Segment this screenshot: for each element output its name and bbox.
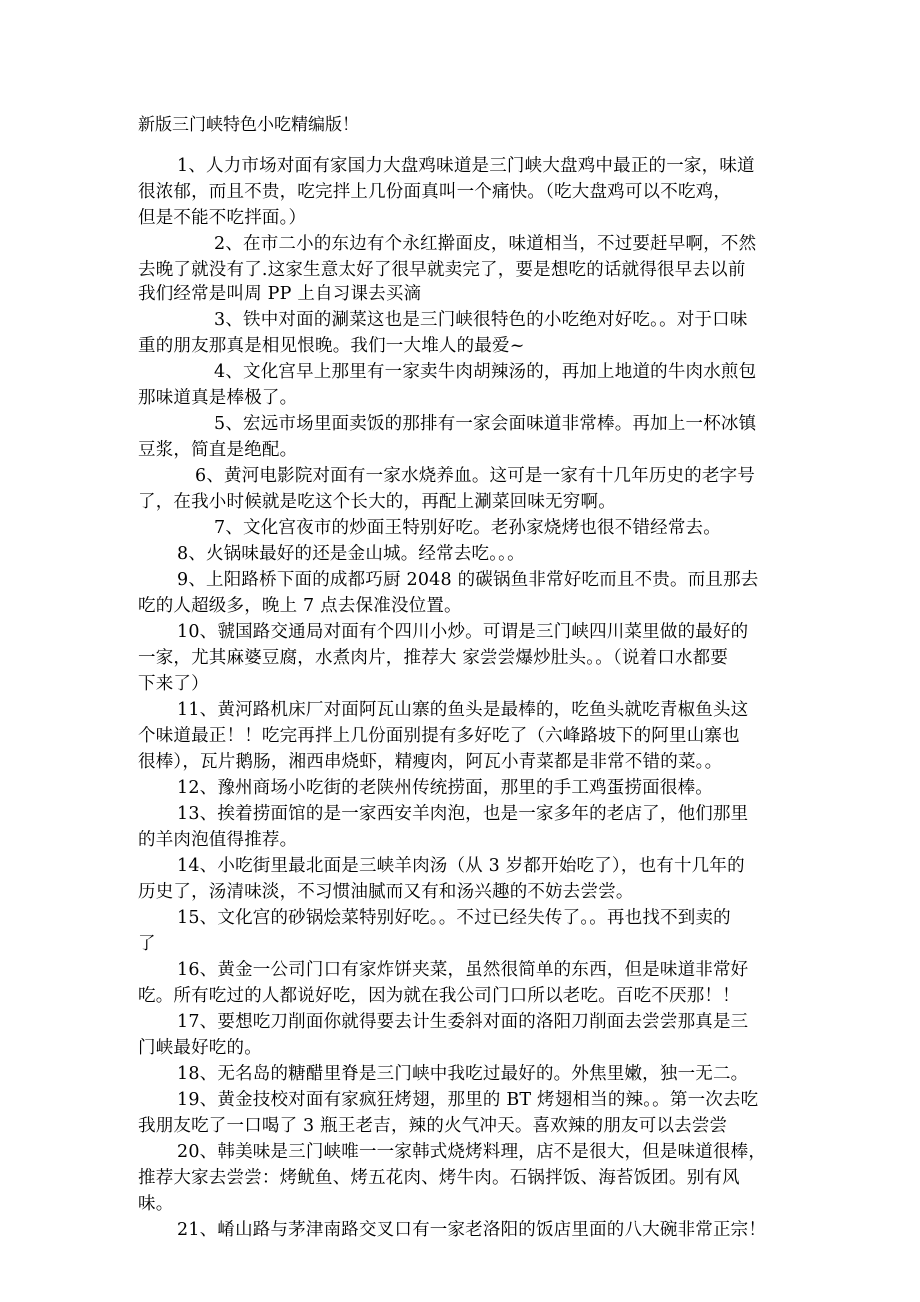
text-line: 12、豫州商场小吃街的老陕州传统捞面，那里的手工鸡蛋捞面很棒。 (177, 778, 713, 798)
text-line: 的羊肉泡值得推荐。 (138, 830, 298, 850)
text-line: 15、文化宫的砂锅烩菜特别好吃。。不过已经失传了。。再也找不到卖的 (177, 908, 731, 928)
text-line: 很棒），瓦片鹅肠，湘西串烧虾，精瘦肉，阿瓦小青菜都是非常不错的菜。。 (138, 752, 723, 772)
text-line: 11、黄河路机床厂对面阿瓦山寨的鱼头是最棒的，吃鱼头就吃青椒鱼头这 (177, 700, 749, 720)
text-line: 吃的人超级多，晚上 7 点去保准没位置。 (138, 596, 462, 616)
text-line: 7、文化宫夜市的炒面王特别好吃。老孙家烧烤也很不错经常去。 (214, 518, 721, 538)
text-line: 吃。所有吃过的人都说好吃，因为就在我公司门口所以老吃。百吃不厌那！！ (138, 986, 740, 1006)
text-line: 推荐大家去尝尝：烤鱿鱼、烤五花肉、烤牛肉。石锅拌饭、海苔饭团。别有风 (138, 1168, 740, 1188)
text-line: 20、韩美味是三门峡唯一一家韩式烧烤料理，店不是很大，但是味道很棒， (177, 1142, 767, 1162)
text-line: 9、上阳路桥下面的成都巧厨 2048 的碳锅鱼非常好吃而且不贵。而且那去 (177, 570, 759, 590)
text-line: 去晚了就没有了.这家生意太好了很早就卖完了，要是想吃的话就得很早去以前 (138, 260, 746, 280)
text-line: 豆浆，简直是绝配。 (138, 440, 298, 460)
text-line: 18、无名岛的糖醋里脊是三门峡中我吃过最好的。外焦里嫩，独一无二。 (177, 1064, 749, 1084)
text-line: 历史了，汤清味淡，不习惯油腻而又有和汤兴趣的不妨去尝尝。 (138, 882, 634, 902)
text-line: 很浓郁，而且不贵，吃完拌上几份面真叫一个痛快。（吃大盘鸡可以不吃鸡， (138, 182, 732, 202)
text-line: 我们经常是叫周 PP 上自习课去买滴 (138, 284, 422, 304)
text-line: 了 (138, 934, 156, 954)
text-line: 4、文化宫早上那里有一家卖牛肉胡辣汤的，再加上地道的牛肉水煎包 (214, 362, 757, 382)
text-line: 6、黄河电影院对面有一家水烧养血。这可是一家有十几年历史的老字号 (195, 466, 756, 486)
text-line: 味。 (138, 1194, 174, 1214)
text-line: 个味道最正！！吃完再拌上几份面别提有多好吃了（六峰路坡下的阿里山寨也 (138, 726, 740, 746)
text-line: 门峡最好吃的。 (138, 1038, 262, 1058)
text-line: 19、黄金技校对面有家疯狂烤翅，那里的 BT 烤翅相当的辣。。第一次去吃 (177, 1090, 759, 1110)
text-line: 14、小吃街里最北面是三峡羊肉汤（从 3 岁都开始吃了），也有十几年的 (177, 856, 745, 876)
text-line: 2、在市二小的东边有个永红擀面皮，味道相当，不过要赶早啊，不然 (214, 234, 757, 254)
text-line: 13、挨着捞面馆的是一家西安羊肉泡，也是一家多年的老店了，他们那里 (177, 804, 749, 824)
text-line: 我朋友吃了一口喝了 3 瓶王老吉，辣的火气冲天。喜欢辣的朋友可以去尝尝 (138, 1116, 728, 1136)
text-line: 重的朋友那真是相见恨晚。我们一大堆人的最爱~ (138, 336, 525, 356)
text-line: 17、要想吃刀削面你就得要去计生委斜对面的洛阳刀削面去尝尝那真是三 (177, 1012, 749, 1032)
text-line: 16、黄金一公司门口有家炸饼夹菜，虽然很简单的东西，但是味道非常好 (177, 960, 749, 980)
text-line: 下来了） (138, 674, 209, 694)
text-line: 8、火锅味最好的还是金山城。经常去吃。。。 (177, 544, 525, 564)
text-line: 了，在我小时候就是吃这个长大的，再配上涮菜回味无穷啊。 (138, 492, 616, 512)
text-line: 5、宏远市场里面卖饭的那排有一家会面味道非常棒。再加上一杯冰镇 (214, 414, 757, 434)
document-title: 新版三门峡特色小吃精编版！ (138, 115, 359, 135)
text-line: 10、虢国路交通局对面有个四川小炒。可谓是三门峡四川菜里做的最好的 (177, 622, 749, 642)
text-line: 21、崤山路与茅津南路交叉口有一家老洛阳的饭店里面的八大碗非常正宗！ (177, 1220, 767, 1240)
text-line: 但是不能不吃拌面。） (138, 208, 307, 228)
text-line: 1、人力市场对面有家国力大盘鸡味道是三门峡大盘鸡中最正的一家，味道 (177, 156, 755, 176)
text-line: 一家，尤其麻婆豆腐，水煮肉片，推荐大 家尝尝爆炒肚头。。（说着口水都要 (138, 648, 729, 668)
text-line: 那味道真是棒极了。 (138, 388, 298, 408)
text-line: 3、铁中对面的涮菜这也是三门峡很特色的小吃绝对好吃。。对于口味 (214, 310, 748, 330)
